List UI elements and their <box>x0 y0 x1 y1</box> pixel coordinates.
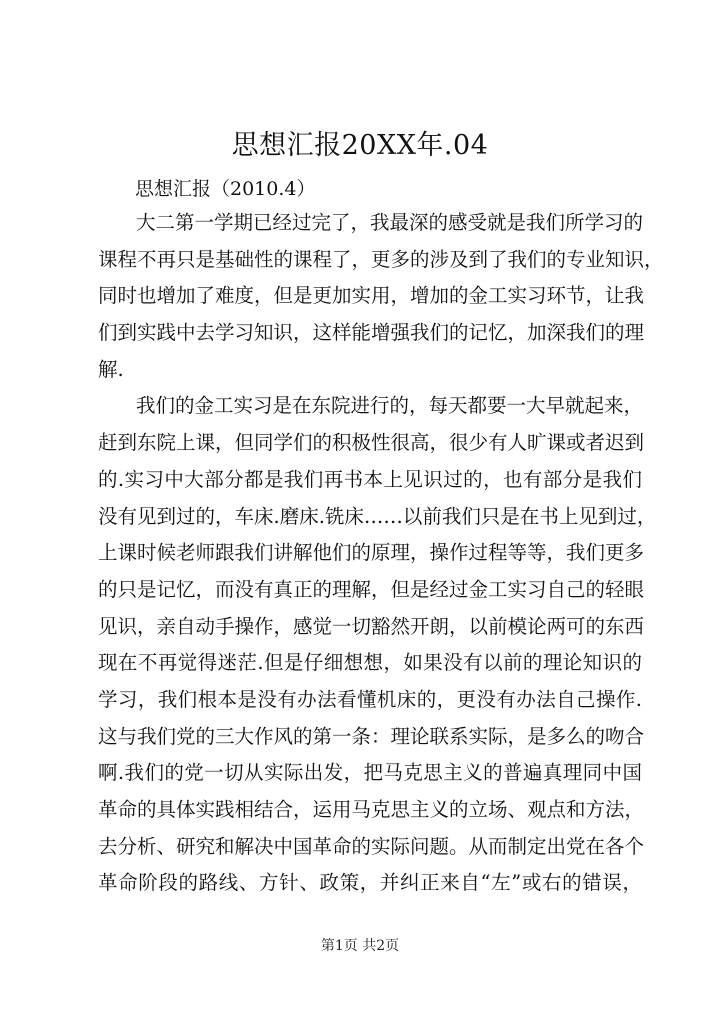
text-line: 革命阶段的路线、方针、政策，并纠正来自“左”或右的错误， <box>98 871 642 895</box>
text-line: 学习，我们根本是没有办法看懂机床的，更没有办法自己操作. <box>98 687 642 711</box>
text-line: 现在不再觉得迷茫.但是仔细想想，如果没有以前的理论知识的 <box>98 651 642 675</box>
text-line: 没有见到过的，车床.磨床.铣床……以前我们只是在书上见到过， <box>98 504 657 528</box>
text-line: 见识，亲自动手操作，感觉一切豁然开朗，以前模论两可的东西 <box>98 614 645 638</box>
text-line: 这与我们党的三大作风的第一条：理论联系实际，是多么的吻合 <box>98 724 645 748</box>
text-line: 上课时候老师跟我们讲解他们的原理，操作过程等等，我们更多 <box>98 541 645 565</box>
page-title: 思想汇报20XX年.04 <box>231 130 489 161</box>
text-line: 的.实习中大部分都是我们再书本上见识过的，也有部分是我们 <box>98 467 642 491</box>
text-line: 大二第一学期已经过完了，我最深的感受就是我们所学习的 <box>136 211 644 234</box>
document-subtitle: 思想汇报（2010.4） <box>135 178 316 200</box>
body-text <box>98 205 664 902</box>
text-line: 课程不再只是基础性的课程了，更多的涉及到了我们的专业知识， <box>98 247 664 271</box>
text-line: 同时也增加了难度，但是更加实用，增加的金工实习环节，让我 <box>98 284 645 308</box>
text-line: 赶到东院上课，但同学们的积极性很高，很少有人旷课或者迟到 <box>98 431 645 455</box>
page-footer: 第1页 共2页 <box>320 938 400 954</box>
text-line: 革命的具体实践相结合，运用马克思主义的立场、观点和方法， <box>98 798 645 821</box>
text-line: 解. <box>98 357 124 381</box>
text-line: 的只是记忆，而没有真正的理解，但是经过金工实习自己的轻眼 <box>98 577 645 601</box>
text-line: 去分析、研究和解决中国革命的实际问题。从而制定出党在各个 <box>98 834 645 858</box>
text-line: 我们的金工实习是在东院进行的，每天都要一大早就起来， <box>136 394 644 418</box>
text-line: 啊.我们的党一切从实际出发，把马克思主义的普遍真理同中国 <box>98 761 642 785</box>
text-line: 们到实践中去学习知识，这样能增强我们的记忆，加深我们的理 <box>98 321 645 345</box>
